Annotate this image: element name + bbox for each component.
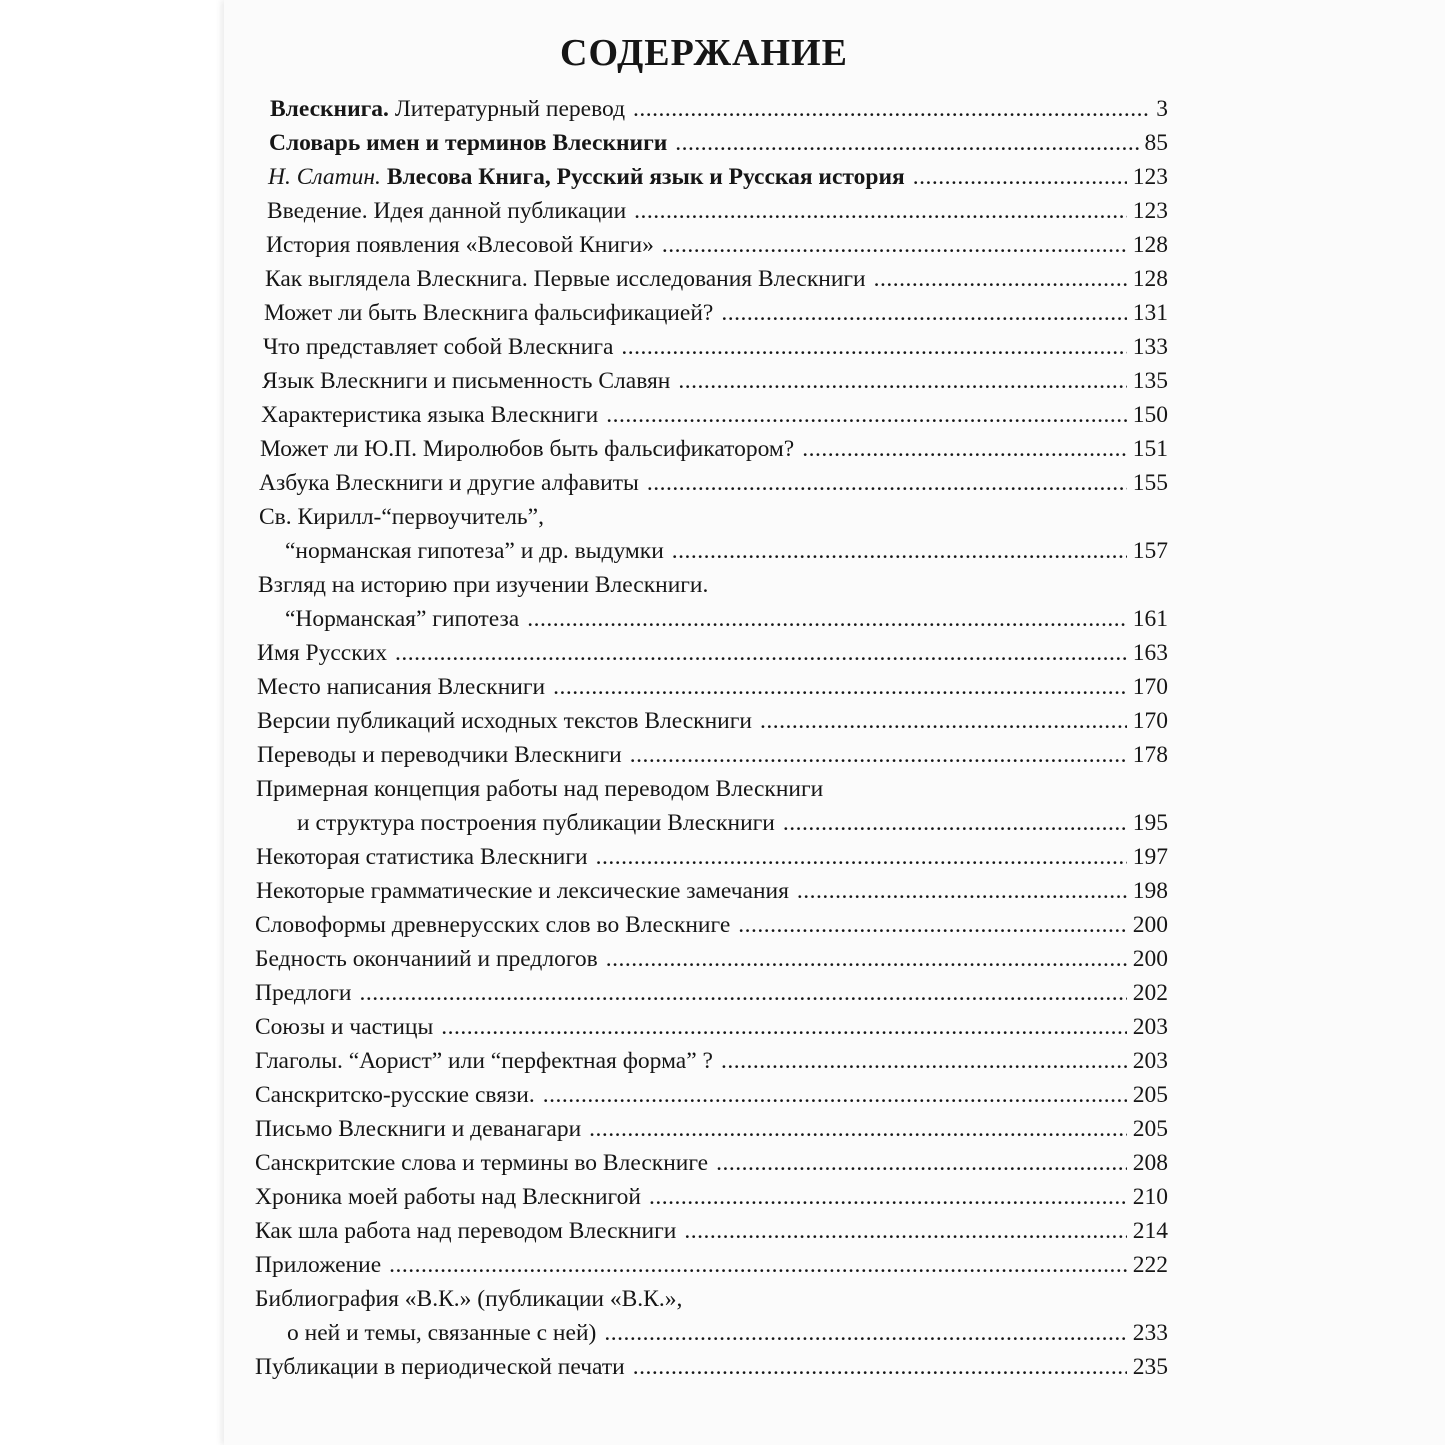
toc-page-number: 163 xyxy=(1132,640,1168,666)
toc-page-number: 3 xyxy=(1156,96,1168,122)
dot-leader xyxy=(760,706,1127,736)
dot-leader xyxy=(543,1080,1127,1110)
dot-leader xyxy=(395,638,1127,668)
toc-entry-title: Приложение xyxy=(255,1252,382,1278)
toc-entry[interactable] xyxy=(269,128,1168,158)
toc-entry-bold: Влескнига. xyxy=(270,96,389,122)
dot-leader xyxy=(675,128,1138,158)
toc-page-number: 178 xyxy=(1132,742,1168,768)
toc-entry[interactable] xyxy=(256,842,1168,872)
toc-entry-title: Санскритские слова и термины во Влескниге xyxy=(255,1150,709,1176)
toc-page-number: 210 xyxy=(1132,1184,1168,1210)
toc-entry-author: Н. Слатин. xyxy=(268,164,381,190)
toc-entry-title: Азбука Влескниги и другие алфавиты xyxy=(259,470,639,496)
toc-entry-title: Союзы и частицы xyxy=(255,1014,434,1040)
toc-entry-title: “норманская гипотеза” и др. выдумки xyxy=(285,538,664,564)
dot-leader xyxy=(634,196,1127,226)
toc-entry-title: Глаголы. “Аорист” или “перфектная форма” ? xyxy=(255,1048,713,1074)
toc-entry-title: Влесова Книга, Русский язык и Русская история xyxy=(380,164,905,190)
toc-entry[interactable] xyxy=(265,264,1168,294)
toc-entry[interactable] xyxy=(255,1148,1168,1178)
toc-page-number: 133 xyxy=(1132,334,1168,360)
dot-leader xyxy=(662,230,1127,260)
toc-page-number: 200 xyxy=(1132,946,1168,972)
toc-page-number: 151 xyxy=(1132,436,1168,462)
toc-page-number: 170 xyxy=(1132,674,1168,700)
toc-entry-title: Предлоги xyxy=(255,980,352,1006)
dot-leader xyxy=(647,468,1127,498)
toc-entry[interactable] xyxy=(255,1182,1168,1212)
toc-entry-first-line: Библиография «В.К.» (публикации «В.К.», xyxy=(255,1286,683,1312)
toc-entry[interactable] xyxy=(255,1012,1168,1042)
toc-page-number: 131 xyxy=(1132,300,1168,326)
toc-page-number: 205 xyxy=(1132,1116,1168,1142)
dot-leader xyxy=(783,808,1127,838)
toc-page-number: 123 xyxy=(1132,164,1168,190)
toc-entry[interactable] xyxy=(297,808,1168,838)
toc-entry[interactable] xyxy=(257,706,1168,736)
toc-entry[interactable] xyxy=(255,1216,1168,1246)
toc-entry[interactable] xyxy=(257,672,1168,702)
toc-page-number: 161 xyxy=(1132,606,1168,632)
dot-leader xyxy=(678,366,1126,396)
toc-entry[interactable] xyxy=(255,1046,1168,1076)
dot-leader xyxy=(633,1352,1127,1382)
dot-leader xyxy=(589,1114,1127,1144)
toc-page-number: 150 xyxy=(1132,402,1168,428)
toc-entry[interactable] xyxy=(261,400,1168,430)
toc-entry[interactable] xyxy=(263,332,1168,362)
toc-page-number: 198 xyxy=(1132,878,1168,904)
toc-entry-title: Что представляет собой Влескнига xyxy=(263,334,614,360)
toc-entry-title: Литературный перевод xyxy=(388,96,626,122)
toc-entry-title: Может ли Ю.П. Миролюбов быть фальсификатором? xyxy=(260,436,795,462)
toc-entry[interactable] xyxy=(264,298,1168,328)
toc-entry-title: о ней и темы, связанные с ней) xyxy=(287,1320,597,1346)
dot-leader xyxy=(721,1046,1127,1076)
toc-entry[interactable] xyxy=(260,434,1168,464)
toc-entry-title: Бедность окончаниий и предлогов xyxy=(255,946,598,972)
toc-entry[interactable] xyxy=(256,876,1168,906)
toc-entry-title: Место написания Влескниги xyxy=(257,674,546,700)
toc-entry-title: Имя Русских xyxy=(257,640,387,666)
dot-leader xyxy=(553,672,1127,702)
toc-entry-title: Версии публикаций исходных текстов Влескниги xyxy=(257,708,752,734)
dot-leader xyxy=(389,1250,1127,1280)
toc-entry-first-line: Примерная концепция работы над переводом Влескниги xyxy=(256,776,824,802)
toc-entry-title: “Норманская” гипотеза xyxy=(285,606,520,632)
toc-page-number: 222 xyxy=(1132,1252,1168,1278)
toc-entry[interactable] xyxy=(255,1352,1168,1382)
toc-page-number: 233 xyxy=(1132,1320,1168,1346)
dot-leader xyxy=(604,1318,1126,1348)
dot-leader xyxy=(721,298,1126,328)
toc-entry-title: Как выглядела Влескнига. Первые исследования Влескниги xyxy=(265,266,866,292)
toc-entry-title: Введение. Идея данной публикации xyxy=(267,198,627,224)
toc-entry-title: Публикации в периодической печати xyxy=(255,1354,625,1380)
toc-entry[interactable] xyxy=(268,162,1168,192)
toc-page-number: 170 xyxy=(1132,708,1168,734)
toc-page-number: 200 xyxy=(1132,912,1168,938)
dot-leader xyxy=(913,162,1127,192)
toc-entry-title: Некоторые грамматические и лексические замечания xyxy=(256,878,789,904)
toc-entry[interactable] xyxy=(262,366,1168,396)
toc-entry[interactable] xyxy=(287,1318,1168,1348)
toc-page-number: 128 xyxy=(1132,232,1168,258)
toc-page-number: 85 xyxy=(1144,130,1168,156)
dot-leader xyxy=(441,1012,1126,1042)
toc-entry[interactable] xyxy=(257,740,1168,770)
toc-entry-title: Письмо Влескниги и деванагари xyxy=(255,1116,582,1142)
toc-entry[interactable] xyxy=(267,196,1168,226)
dot-leader xyxy=(621,332,1126,362)
dot-leader xyxy=(797,876,1127,906)
toc-page-number: 155 xyxy=(1132,470,1168,496)
toc-entry-title: Характеристика языка Влескниги xyxy=(261,402,599,428)
toc-entry[interactable] xyxy=(259,468,1168,498)
dot-leader xyxy=(527,604,1127,634)
toc-entry-title: Санскритско-русские связи. xyxy=(255,1082,535,1108)
toc-page-number: 203 xyxy=(1132,1014,1168,1040)
dot-leader xyxy=(716,1148,1127,1178)
toc-entry[interactable] xyxy=(255,1080,1168,1110)
toc-page-number: 208 xyxy=(1132,1150,1168,1176)
toc-page-number: 202 xyxy=(1132,980,1168,1006)
toc-entry[interactable] xyxy=(285,536,1168,566)
toc-entry-first-line: Взгляд на историю при изучении Влескниги. xyxy=(258,572,709,598)
dot-leader xyxy=(633,94,1150,124)
toc-entry[interactable] xyxy=(255,978,1168,1008)
toc-entry-title: История появления «Влесовой Книги» xyxy=(266,232,654,258)
toc-entry[interactable] xyxy=(255,1114,1168,1144)
toc-entry-title: Переводы и переводчики Влескниги xyxy=(257,742,622,768)
toc-entry-title: и структура построения публикации Влескниги xyxy=(297,810,775,836)
toc-page-number: 128 xyxy=(1132,266,1168,292)
toc-entry[interactable] xyxy=(257,638,1168,668)
toc-page-number: 195 xyxy=(1132,810,1168,836)
toc-page-number: 205 xyxy=(1132,1082,1168,1108)
dot-leader xyxy=(596,842,1127,872)
toc-entry-title: Хроника моей работы над Влескнигой xyxy=(255,1184,641,1210)
toc-page-number: 197 xyxy=(1132,844,1168,870)
toc-entry-title: Может ли быть Влескнига фальсификацией? xyxy=(264,300,714,326)
toc-entry-title: Язык Влескниги и письменность Славян xyxy=(262,368,671,394)
dot-leader xyxy=(802,434,1127,464)
toc-entry-title: Некоторая статистика Влескниги xyxy=(256,844,588,870)
toc-entry[interactable] xyxy=(255,910,1168,940)
page-title: СОДЕРЖАНИЕ xyxy=(560,32,848,74)
toc-entry-title: Как шла работа над переводом Влескниги xyxy=(255,1218,677,1244)
toc-entry-title: Словарь имен и терминов Влескниги xyxy=(269,130,668,156)
toc-entry[interactable] xyxy=(285,604,1168,634)
toc-entry[interactable] xyxy=(270,94,1168,124)
toc-entry-title: Словоформы древнерусских слов во Влескниге xyxy=(255,912,731,938)
dot-leader xyxy=(738,910,1126,940)
toc-entry[interactable] xyxy=(266,230,1168,260)
dot-leader xyxy=(649,1182,1127,1212)
toc-page-number: 135 xyxy=(1132,368,1168,394)
toc-entry[interactable] xyxy=(255,1250,1168,1280)
toc-page-number: 123 xyxy=(1132,198,1168,224)
toc-entry-first-line: Св. Кирилл-“первоучитель”, xyxy=(259,504,544,530)
dot-leader xyxy=(360,978,1127,1008)
toc-page-number: 214 xyxy=(1132,1218,1168,1244)
dot-leader xyxy=(874,264,1127,294)
toc-page-number: 235 xyxy=(1132,1354,1168,1380)
toc-page-number: 203 xyxy=(1132,1048,1168,1074)
dot-leader xyxy=(684,1216,1126,1246)
dot-leader xyxy=(606,400,1127,430)
toc-page-number: 157 xyxy=(1132,538,1168,564)
dot-leader xyxy=(630,740,1127,770)
dot-leader xyxy=(606,944,1127,974)
dot-leader xyxy=(672,536,1127,566)
toc-entry[interactable] xyxy=(255,944,1168,974)
